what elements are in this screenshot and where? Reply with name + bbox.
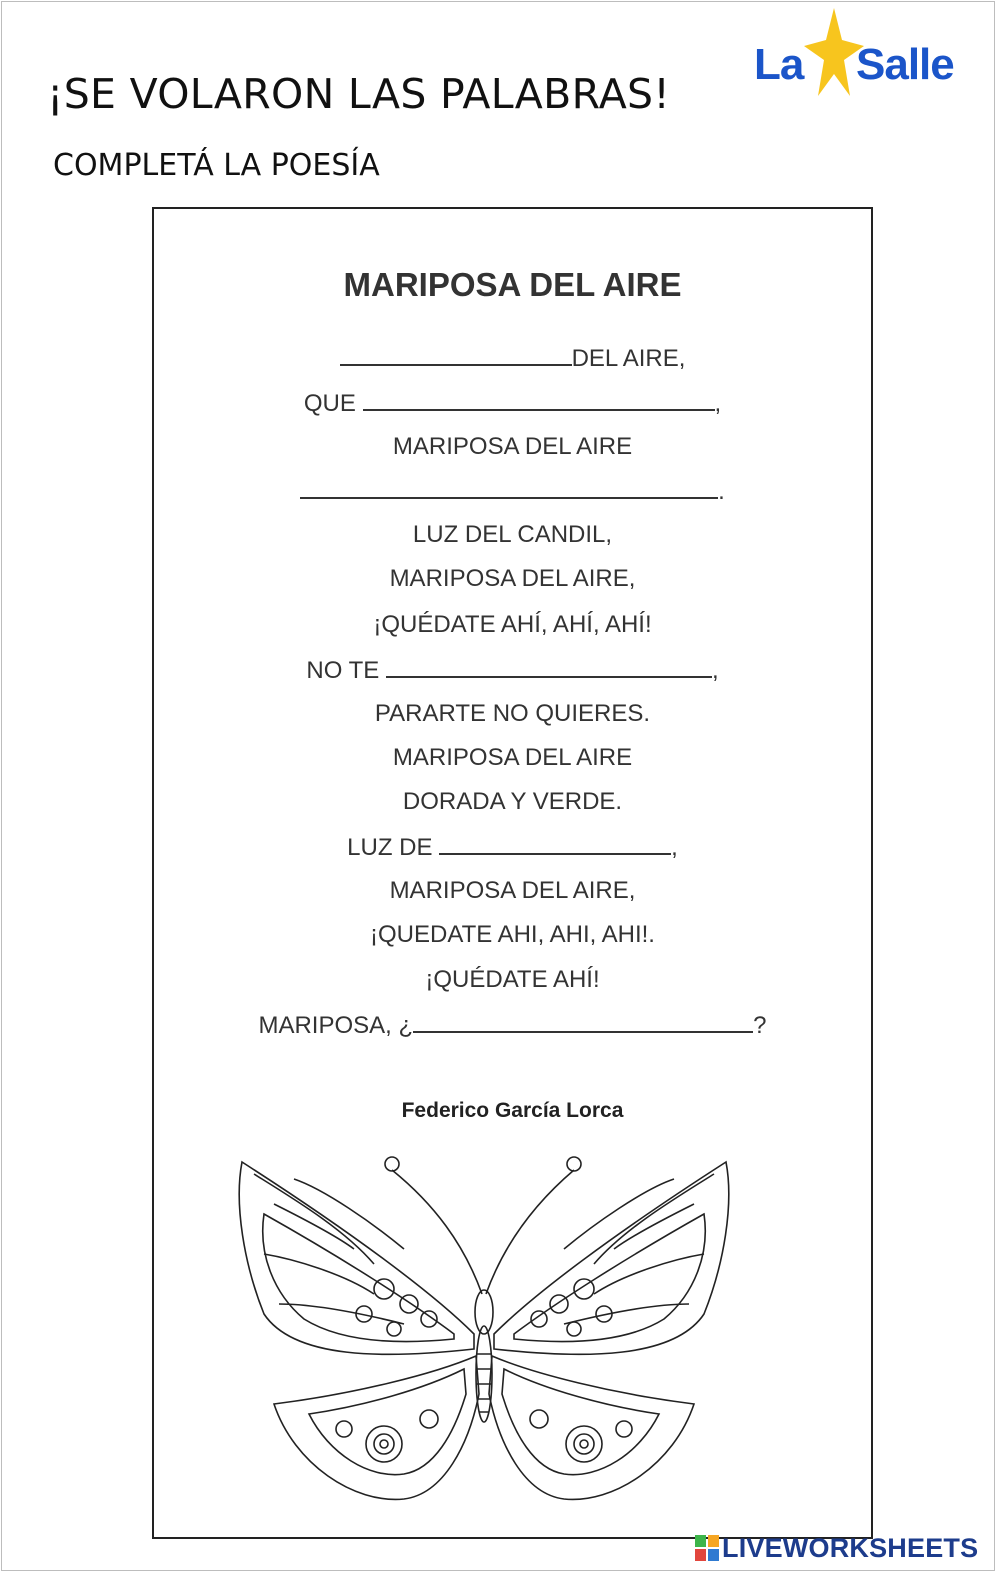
poem-box — [152, 207, 873, 1539]
answer-blank[interactable] — [340, 344, 572, 366]
logo-text-la: La — [754, 40, 804, 89]
liveworksheets-watermark — [694, 1532, 978, 1564]
page-subtitle: COMPLETÁ LA POESÍA — [53, 148, 380, 183]
la-salle-logo — [752, 6, 964, 102]
poem-title: MARIPOSA DEL AIRE — [343, 266, 682, 303]
poem-line: MARIPOSA DEL AIRE, — [389, 565, 636, 592]
watermark-text: LIVEWORKSHEETS — [722, 1532, 979, 1563]
poem-line: MARIPOSA, ¿ ? — [258, 1012, 767, 1039]
poem-line: DORADA Y VERDE. — [402, 788, 623, 815]
answer-blank[interactable] — [413, 1011, 753, 1033]
poem-line: . — [154, 477, 871, 506]
poem-line: PARARTE NO QUIERES. — [374, 700, 651, 727]
poem-line: ¡QUÉDATE AHÍ, AHÍ, AHÍ! — [373, 611, 652, 638]
poem-line: MARIPOSA DEL AIRE — [392, 744, 633, 771]
poem-line: LUZ DE , — [347, 834, 678, 861]
poem-line: ¡QUEDATE AHI, AHI, AHI!. — [370, 921, 655, 948]
poem-line: MARIPOSA DEL AIRE, — [389, 877, 636, 904]
poem-line: NO TE , — [306, 657, 719, 684]
poem-line: DEL AIRE, — [154, 344, 871, 373]
poem-author: Federico García Lorca — [401, 1099, 624, 1122]
poem-line: QUE , — [303, 390, 722, 417]
poem-line: MARIPOSA DEL AIRE — [392, 433, 633, 460]
answer-blank[interactable] — [363, 389, 715, 411]
answer-blank[interactable] — [386, 656, 712, 678]
page-title: ¡SE VOLARON LAS PALABRAS! — [47, 70, 671, 118]
logo-text-salle: Salle — [856, 40, 954, 89]
answer-blank[interactable] — [300, 477, 718, 499]
liveworksheets-logo-icon — [694, 1534, 720, 1562]
poem-line: LUZ DEL CANDIL, — [412, 521, 613, 548]
answer-blank[interactable] — [439, 833, 671, 855]
poem-line: ¡QUÉDATE AHÍ! — [425, 966, 600, 993]
butterfly-illustration — [234, 1144, 734, 1534]
